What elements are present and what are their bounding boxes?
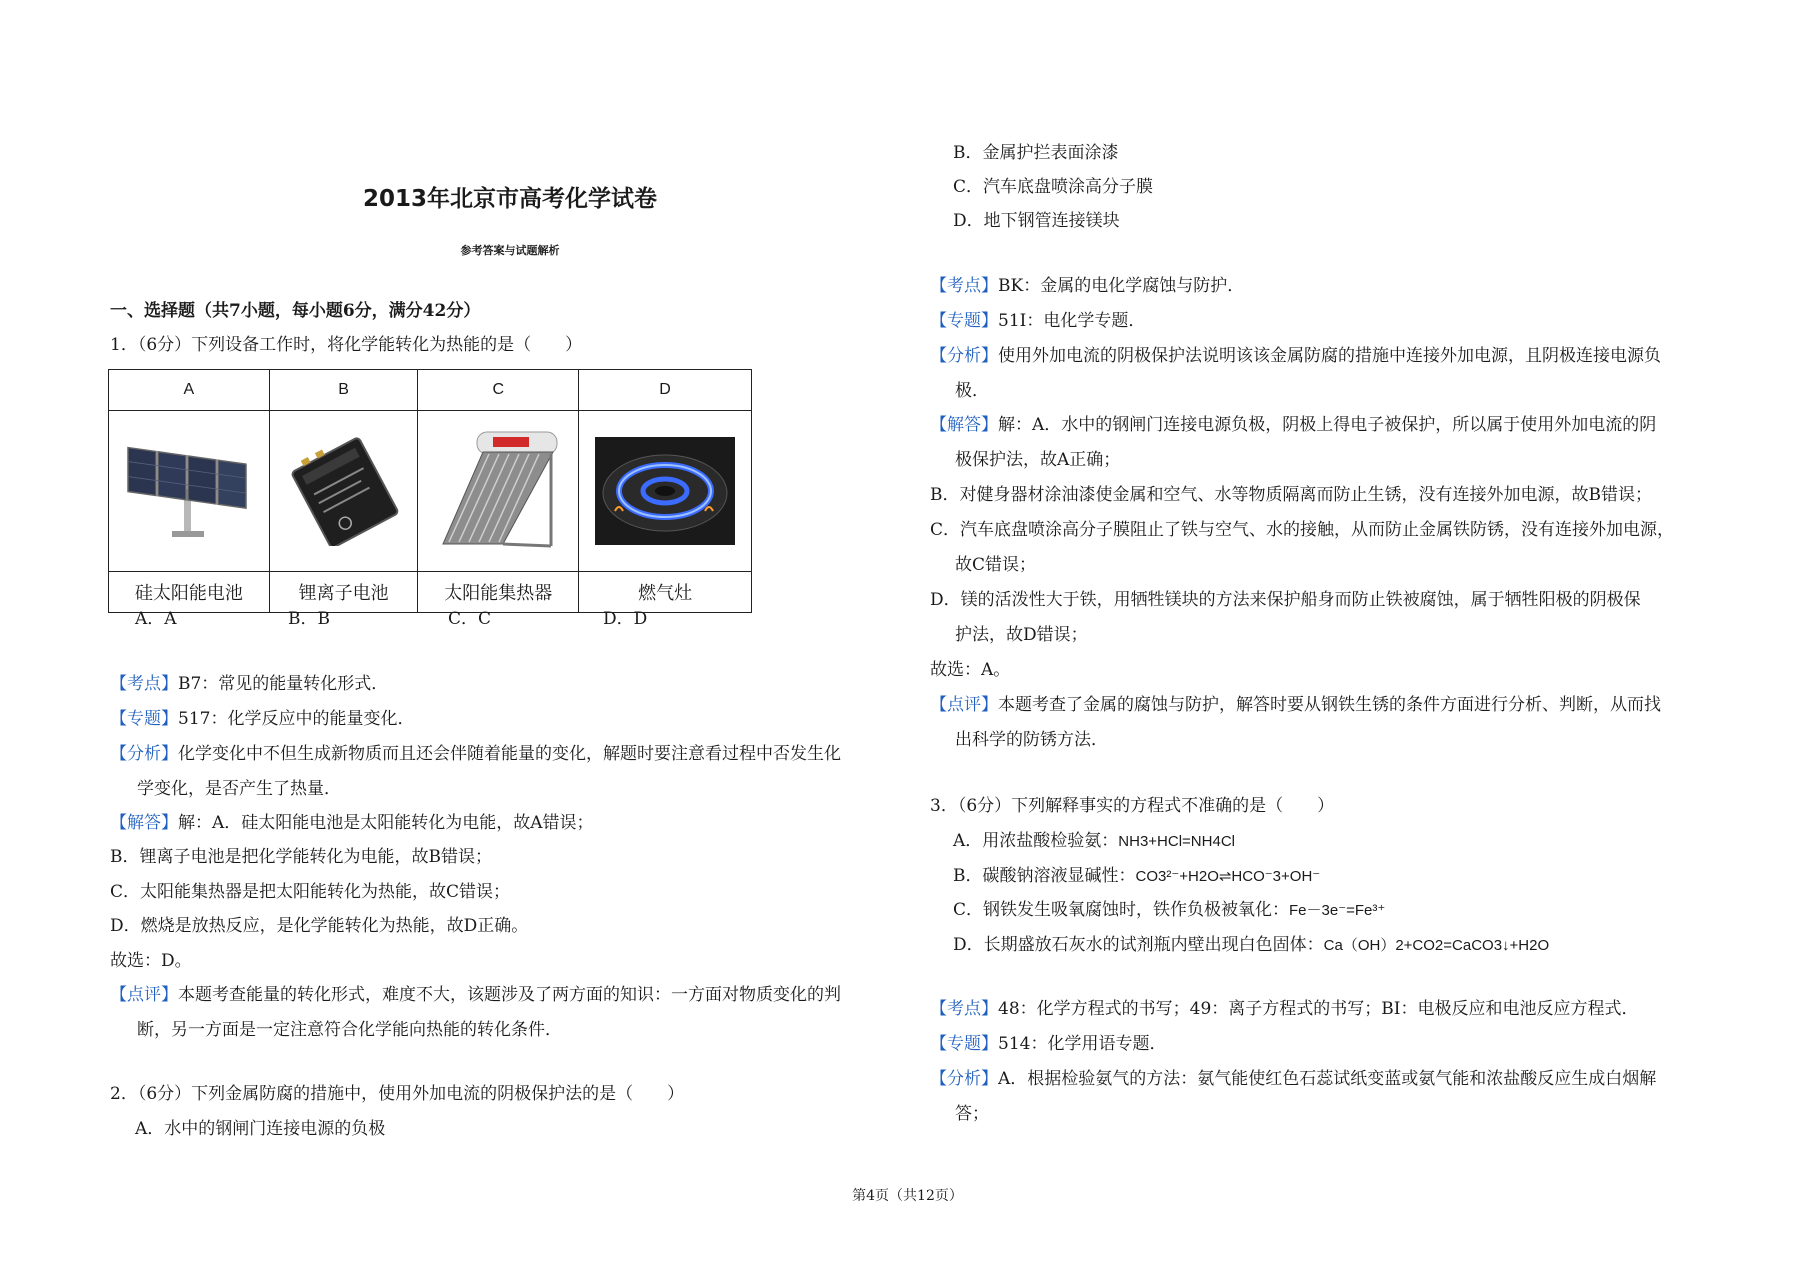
q2-option-a: A．水中的钢闸门连接电源的负极 [135,1119,386,1139]
q1-jieda-line4: D．燃烧是放热反应，是化学能转化为热能，故D正确。 [110,916,529,936]
q3-option-c-text: C．钢铁发生吸氧腐蚀时，铁作负极被氧化： [953,900,1290,920]
section-heading: 一、选择题（共7小题，每小题6分，满分42分） [110,301,481,321]
gas-stove-flame-icon [595,437,735,545]
q1-cell-image-a [109,411,270,572]
q2-fenxi-line2: 极． [955,381,989,401]
q3-option-d [953,934,1549,957]
q1-cell-image-b [269,411,418,572]
q3-stem: 3．（6分）下列解释事实的方程式不准确的是（ ） [930,796,1335,816]
q3-option-b-text: B．碳酸钠溶液显碱性： [953,866,1136,886]
q1-caption-d: 燃气灶 [579,572,752,613]
q3-option-d-equation: Ca（OH）2+CO2=CaCO3↓+H2O [1323,937,1550,954]
q1-cell-image-d [579,411,752,572]
q1-fenxi-line2: 学变化，是否产生了热量． [137,779,341,799]
q2-jieda-tag: 【解答】 [930,415,998,435]
q3-option-a [953,830,1235,853]
q2-jieda-line2: 极保护法，故A正确； [955,450,1121,470]
q2-option-d: D．地下钢管连接镁块 [953,211,1120,231]
q3-option-d-text: D．长期盛放石灰水的试剂瓶内壁出现白色固体： [953,935,1324,955]
q2-jieda-line5: 故C错误； [955,555,1037,575]
q2-jieda-line4: C．汽车底盘喷涂高分子膜阻止了铁与空气、水的接触，从而防止金属铁防锈，没有连接外加电源， [930,520,1675,540]
q2-fenxi [930,345,1661,367]
q2-zhuanti-tag: 【专题】 [930,311,998,331]
q1-zhuanti [110,708,414,730]
q2-dianping-line2: 出科学的防锈方法． [955,730,1108,750]
q2-jieda-line3: B．对健身器材涂油漆使金属和空气、水等物质隔离而防止生锈，没有连接外加电源，故B错误； [930,485,1652,505]
q2-zhuanti [930,310,1145,332]
q2-jieda-line6: D．镁的活泼性大于铁，用牺牲镁块的方法来保护船身而防止铁被腐蚀，属于牺牲阳极的阴极保 [930,590,1641,610]
q1-stem: 1．（6分）下列设备工作时，将化学能转化为热能的是（ ） [110,335,583,355]
q1-option-a: A．A [135,609,177,629]
q3-zhuanti-tag: 【专题】 [930,1034,998,1054]
q3-option-c [953,899,1385,922]
q1-fenxi-line1: 化学变化中不但生成新物质而且还会伴随着能量的变化，解题时要注意看过程中否发生化 [178,744,841,764]
q1-dianping [110,984,841,1006]
q1-caption-b: 锂离子电池 [269,572,418,613]
q3-fenxi-line2: 答； [955,1104,989,1124]
q1-kaodian-tag: 【考点】 [110,674,178,694]
q2-option-b: B．金属护拦表面涂漆 [953,143,1119,163]
q1-option-d: D．D [603,609,648,629]
q3-option-a-equation: NH3+HCl=NH4Cl [1118,833,1235,850]
q2-jieda-line7: 护法，故D错误； [955,625,1088,645]
q1-table [108,369,752,613]
q3-fenxi-line1: A．根据检验氨气的方法：氨气能使红色石蕊试纸变蓝或氨气能和浓盐酸反应生成白烟解 [998,1069,1657,1089]
q1-fenxi [110,743,841,765]
lithium-battery-icon [284,436,404,546]
solar-panel-icon [124,441,254,541]
q2-jieda [930,414,1656,436]
q2-fenxi-tag: 【分析】 [930,346,998,366]
q1-kaodian [110,673,388,695]
q2-dianping-line1: 本题考查了金属的腐蚀与防护，解答时要从钢铁生锈的条件方面进行分析、判断，从而找 [998,695,1661,715]
q1-zhuanti-text: 517：化学反应中的能量变化． [178,709,415,729]
q1-jieda-line2: B．锂离子电池是把化学能转化为电能，故B错误； [110,847,492,867]
q1-header-a: A [109,370,270,411]
q1-jieda-line1: 解：A．硅太阳能电池是太阳能转化为电能，故A错误； [178,813,594,833]
page-title: 2013年北京市高考化学试卷 [362,186,657,212]
q2-jieda-line1: 解：A．水中的钢闸门连接电源负极，阴极上得电子被保护，所以属于使用外加电流的阴 [998,415,1657,435]
q1-option-b: B．B [288,609,330,629]
q1-dianping-line2: 断，另一方面是一定注意符合化学能向热能的转化条件． [137,1020,562,1040]
q2-zhuanti-text: 51I：电化学专题． [998,311,1146,331]
q3-zhuanti [930,1033,1166,1055]
q3-kaodian-text: 48：化学方程式的书写；49：离子方程式的书写；BI：电极反应和电池反应方程式． [998,999,1639,1019]
q1-cell-image-c [418,411,579,572]
solar-water-heater-icon [433,426,563,556]
q2-kaodian-tag: 【考点】 [930,276,998,296]
q1-jieda-tag: 【解答】 [110,813,178,833]
q3-kaodian-tag: 【考点】 [930,999,998,1019]
q1-option-c: C．C [448,609,492,629]
q2-option-c: C．汽车底盘喷涂高分子膜 [953,177,1154,197]
q3-zhuanti-text: 514：化学用语专题． [998,1034,1167,1054]
q1-fenxi-tag: 【分析】 [110,744,178,764]
page-number: 第4页（共12页） [852,1188,963,1204]
q2-answer: 故选：A。 [930,660,1011,680]
q1-dianping-line1: 本题考查能量的转化形式，难度不大，该题涉及了两方面的知识：一方面对物质变化的判 [178,985,841,1005]
q3-kaodian [930,998,1638,1020]
q1-header-c: C [418,370,579,411]
q3-option-a-text: A．用浓盐酸检验氨： [953,831,1119,851]
q1-caption-a: 硅太阳能电池 [109,572,270,613]
q3-fenxi [930,1068,1656,1090]
q1-header-d: D [579,370,752,411]
q1-dianping-tag: 【点评】 [110,985,178,1005]
q3-option-b-equation: CO3²⁻+H2O⇌HCO⁻3+OH⁻ [1135,868,1321,885]
q2-stem: 2．（6分）下列金属防腐的措施中，使用外加电流的阴极保护法的是（ ） [110,1084,685,1104]
q2-dianping [930,694,1661,716]
page-subtitle: 参考答案与试题解析 [460,244,560,257]
q1-caption-c: 太阳能集热器 [418,572,579,613]
q3-fenxi-tag: 【分析】 [930,1069,998,1089]
q2-fenxi-line1: 使用外加电流的阴极保护法说明该该金属防腐的措施中连接外加电源，且阴极连接电源负 [998,346,1661,366]
q1-header-b: B [269,370,418,411]
q3-option-c-equation: Fe－3e⁻=Fe³⁺ [1289,902,1386,919]
q1-kaodian-text: B7：常见的能量转化形式． [178,674,389,694]
q1-answer: 故选：D。 [110,951,192,971]
q1-jieda-line3: C．太阳能集热器是把太阳能转化为热能，故C错误； [110,882,511,902]
q2-dianping-tag: 【点评】 [930,695,998,715]
q2-kaodian [930,275,1244,297]
q1-jieda [110,812,594,834]
q2-kaodian-text: BK：金属的电化学腐蚀与防护． [998,276,1245,296]
q3-option-b [953,865,1320,888]
q1-zhuanti-tag: 【专题】 [110,709,178,729]
